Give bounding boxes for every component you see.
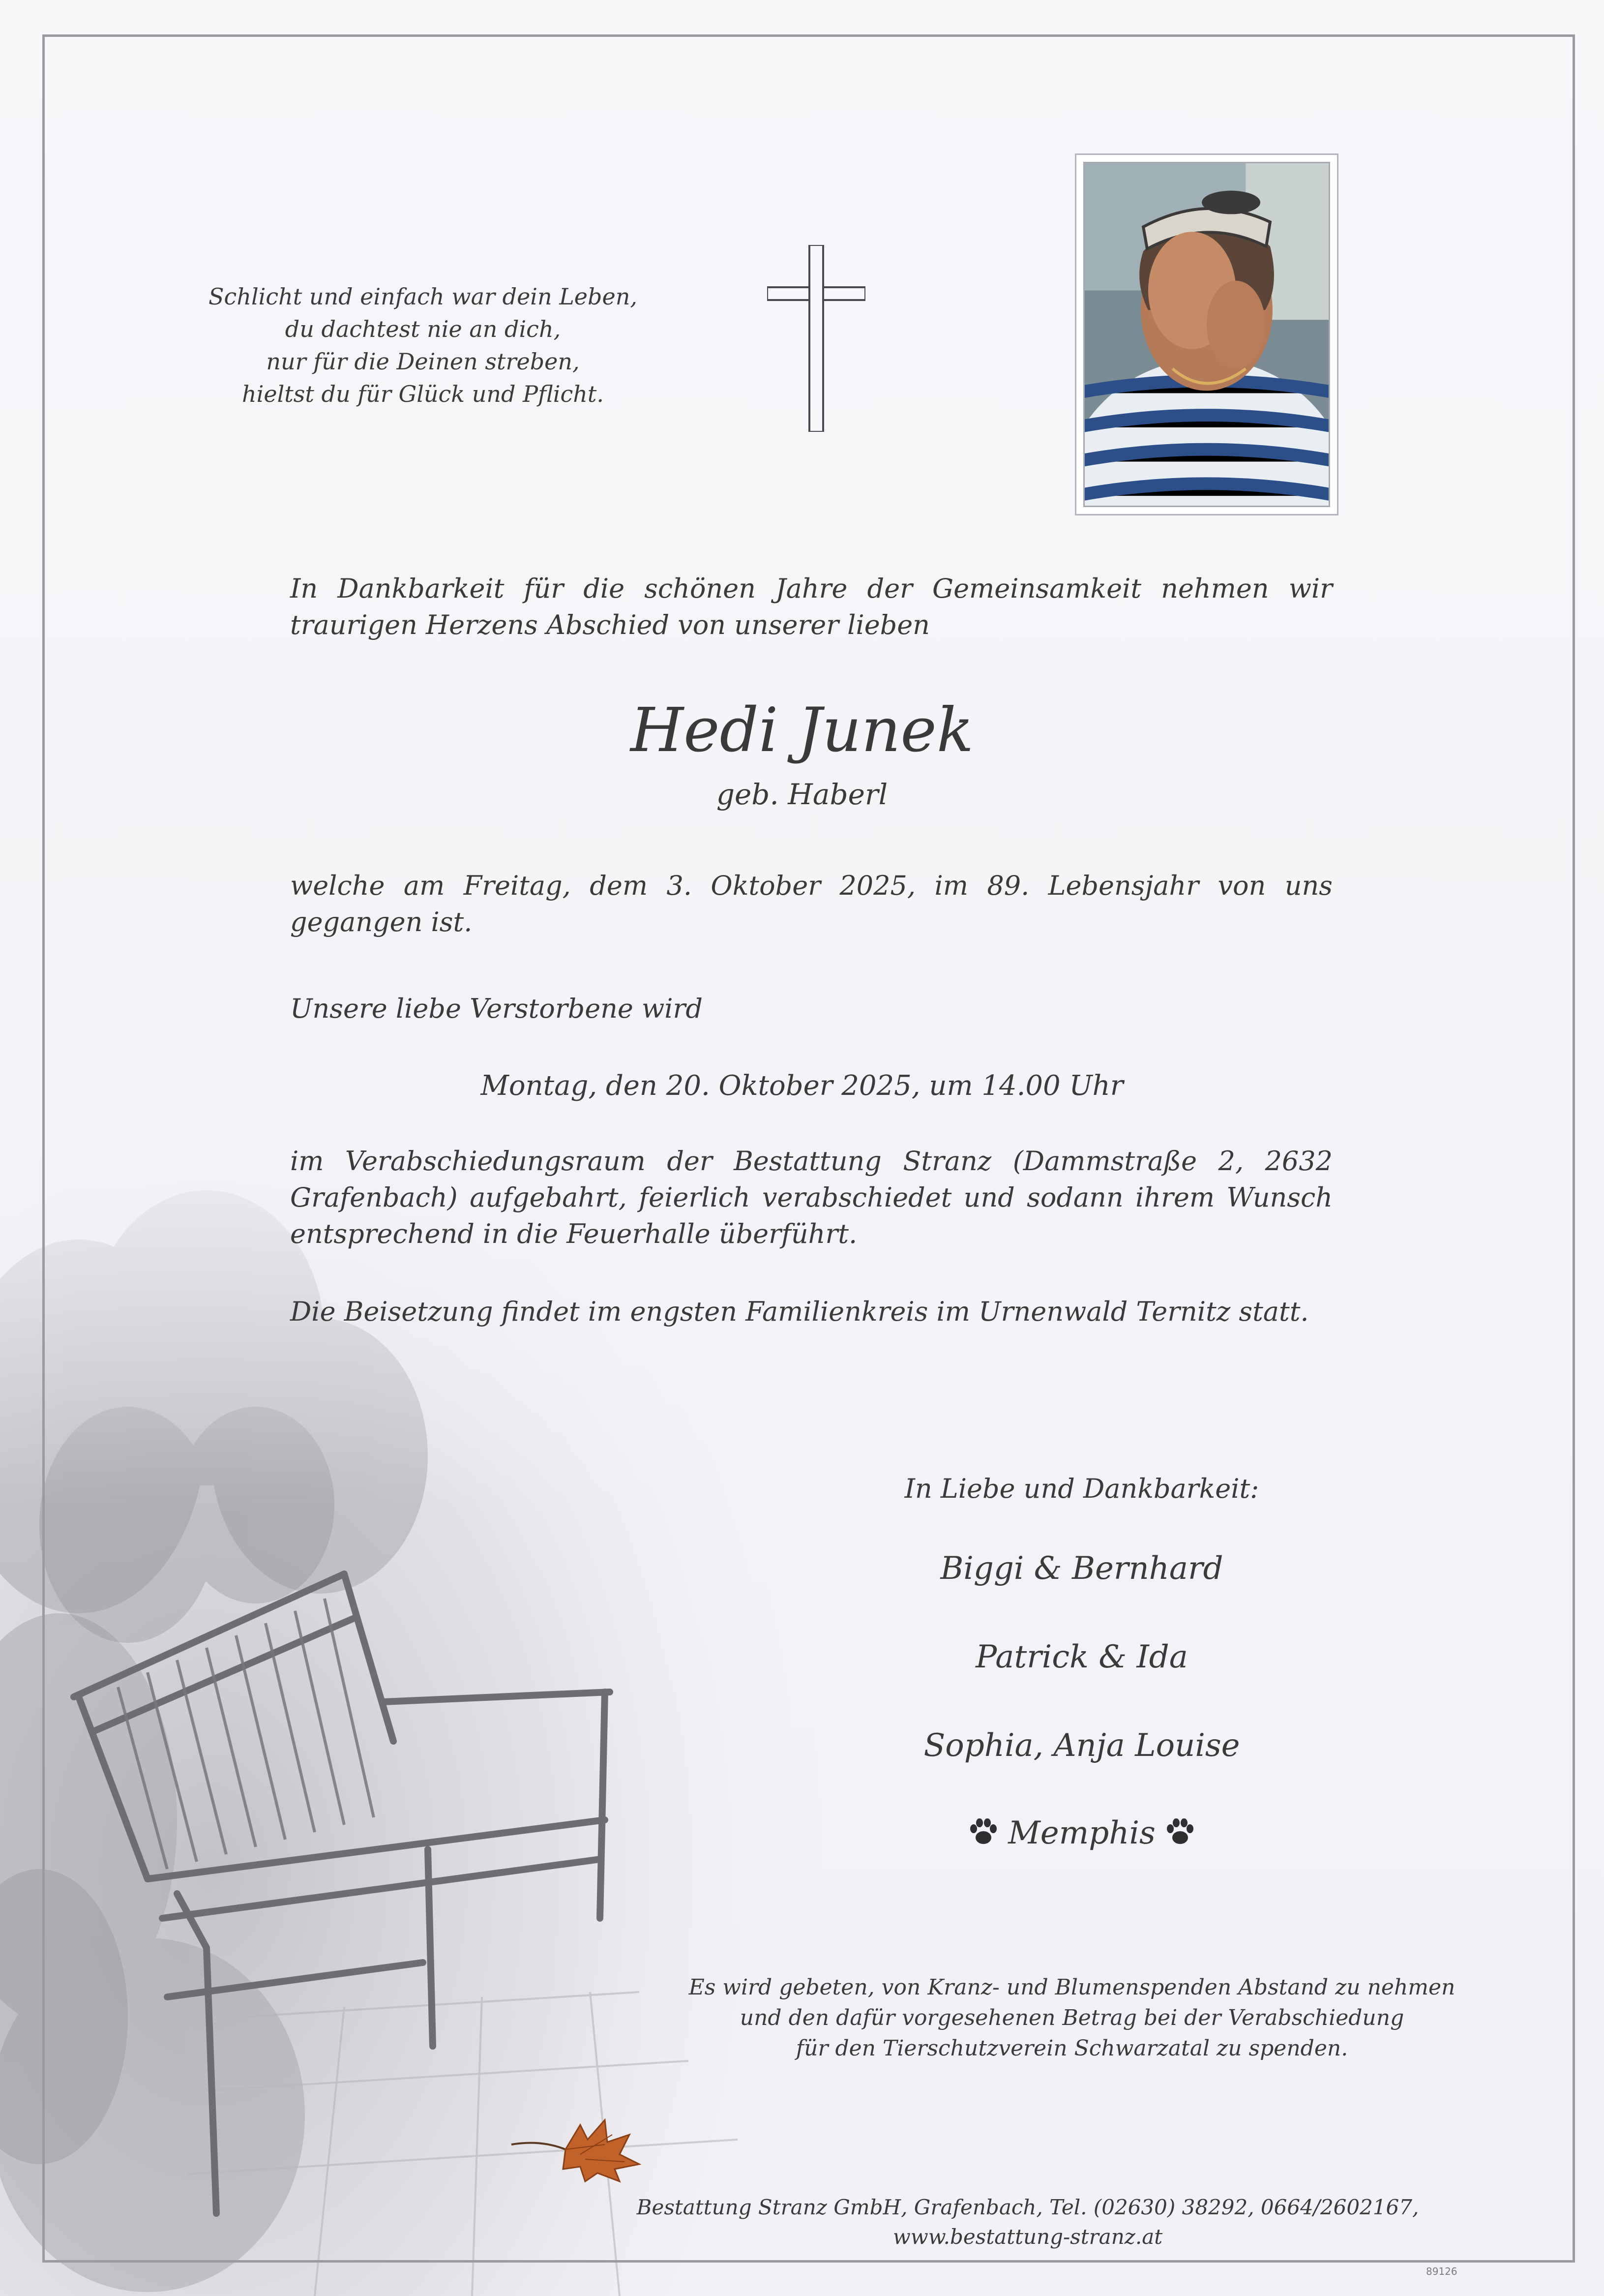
intro-line: In Dankbarkeit für die schönen Jahre der Gemeinsamkeit nehmen wir xyxy=(290,573,1333,604)
cross-icon xyxy=(767,245,865,432)
place-line: Grafenbach) aufgebahrt, feierlich verabschiedet und sodann ihrem Wunsch xyxy=(290,1182,1333,1213)
place-line: im Verabschiedungsraum der Bestattung Stranz (Dammstraße 2, 2632 xyxy=(290,1146,1333,1177)
ceremony-place xyxy=(290,1143,1333,1252)
mourner-name: Patrick & Ida xyxy=(976,1639,1188,1675)
ceremony-date: Montag, den 20. Oktober 2025, um 14.00 Uhr xyxy=(480,1070,1124,1102)
funeral-home-footer xyxy=(610,2193,1446,2252)
paw-icon xyxy=(1164,1817,1196,1846)
request-line: für den Tierschutzverein Schwarzatal zu spenden. xyxy=(796,2036,1348,2061)
burial-notice: Die Beisetzung findet im engsten Familienkreis im Urnenwald Ternitz statt. xyxy=(290,1296,1309,1327)
portrait-photo-frame xyxy=(1075,153,1338,515)
footer-website: www.bestattung-stranz.at xyxy=(892,2225,1163,2249)
deceased-name: Hedi Junek xyxy=(630,695,974,766)
portrait-photo xyxy=(1083,162,1330,507)
maiden-name: geb. Haberl xyxy=(716,778,888,811)
poem-line: nur für die Deinen streben, xyxy=(266,348,580,375)
footer-contact: Bestattung Stranz GmbH, Grafenbach, Tel. (02630) 38292, 0664/2602167, xyxy=(636,2195,1419,2219)
place-line: entsprechend in die Feuerhalle überführt. xyxy=(290,1218,858,1249)
death-line: gegangen ist. xyxy=(290,906,473,937)
mourner-name: Sophia, Anja Louise xyxy=(923,1727,1240,1764)
mourners-heading: In Liebe und Dankbarkeit: xyxy=(904,1473,1259,1504)
mourner-pet-row xyxy=(836,1812,1328,1854)
paw-icon xyxy=(968,1817,999,1846)
ceremony-lead: Unsere liebe Verstorbene wird xyxy=(290,993,703,1024)
print-code: 89126 xyxy=(1426,2266,1457,2277)
maple-leaf-icon xyxy=(506,2115,644,2184)
mourner-name: Biggi & Bernhard xyxy=(940,1550,1223,1587)
request-line: Es wird gebeten, von Kranz- und Blumenspenden Abstand zu nehmen xyxy=(688,1975,1455,2000)
poem xyxy=(187,280,659,410)
poem-line: du dachtest nie an dich, xyxy=(285,316,561,342)
intro-text xyxy=(290,571,1333,643)
poem-line: hieltst du für Glück und Pflicht. xyxy=(242,381,604,407)
mourner-name: Memphis xyxy=(1008,1815,1156,1851)
intro-line: traurigen Herzens Abschied von unserer lieben xyxy=(290,609,930,640)
donation-request xyxy=(654,1972,1490,2064)
death-line: welche am Freitag, dem 3. Oktober 2025, im 89. Lebensjahr von uns xyxy=(290,870,1333,901)
poem-line: Schlicht und einfach war dein Leben, xyxy=(208,283,637,310)
request-line: und den dafür vorgesehenen Betrag bei der Verabschiedung xyxy=(740,2005,1404,2030)
death-notice xyxy=(290,868,1333,940)
